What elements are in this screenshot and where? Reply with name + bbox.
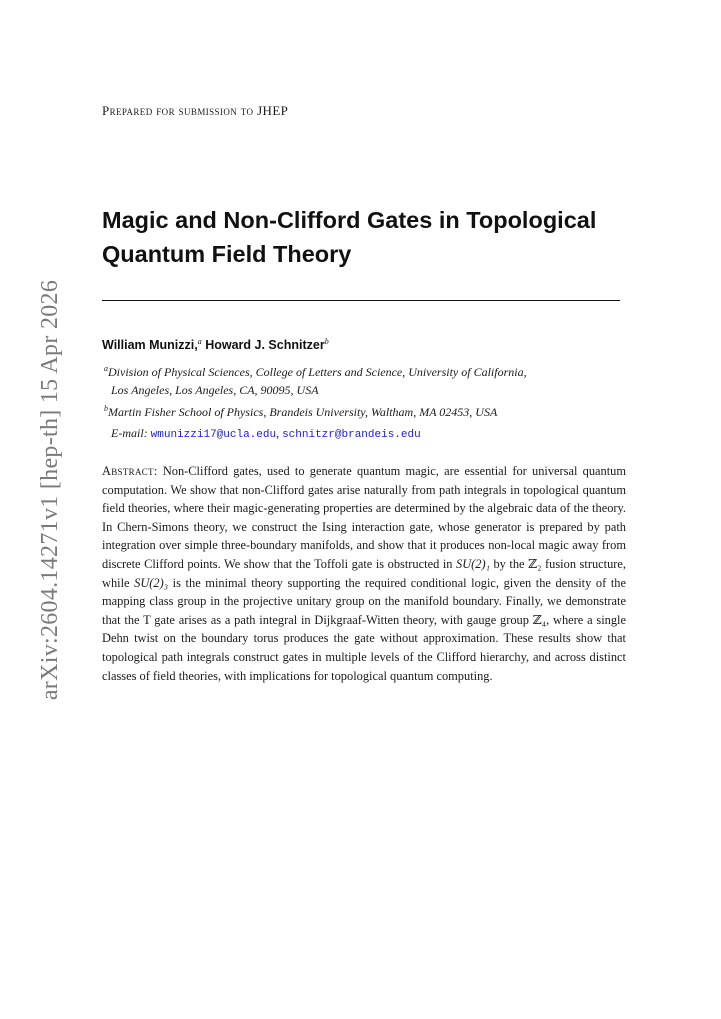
affiliation-mark: b	[104, 404, 108, 413]
title-line-1: Magic and Non-Clifford Gates in Topological	[102, 207, 597, 233]
paper-title	[102, 203, 662, 271]
math-su2-3: SU(2)₃	[134, 575, 169, 590]
abstract-text: fusion structure, while	[102, 556, 627, 590]
email-link-munizzi[interactable]: wmunizzi17@ucla.edu	[150, 429, 277, 441]
math-z2: ℤ₂	[528, 556, 542, 571]
email-line	[111, 426, 421, 441]
affiliation-line: Martin Fisher School of Physics, Brandeis University, Waltham, MA 02453, USA	[108, 405, 498, 419]
author-affil-mark: b	[324, 337, 329, 346]
author-affil-mark: a	[197, 337, 202, 346]
email-link-schnitzer[interactable]: schnitzr@brandeis.edu	[282, 429, 421, 441]
author-name: Howard J. Schnitzer	[205, 338, 325, 353]
author-list	[102, 337, 329, 352]
prepared-for-line: Prepared for submission to JHEP	[102, 103, 289, 118]
abstract-text: , where a single Dehn twist on the boundary torus produces the gate without approximation. These results show that topological path integrals construct gates in multiple levels of the Clifford hierarchy, and across distinct classes of field theories, with implications for topological quantum computing.	[102, 612, 626, 683]
author-name: William Munizzi,	[102, 338, 198, 353]
email-separator: ,	[276, 426, 283, 440]
math-z4: ℤ₄	[532, 612, 547, 627]
abstract	[102, 462, 626, 685]
math-su2-1: SU(2)₁	[456, 556, 490, 571]
arxiv-identifier-stamp: arXiv:2604.14271v1 [hep-th] 15 Apr 2026	[37, 279, 63, 701]
title-line-2: Quantum Field Theory	[102, 241, 352, 267]
abstract-text: Non-Clifford gates, used to generate quantum magic, are essential for universal quantum computation. We show that non-Clifford gates arise naturally from path integrals in topological quantum field theories, where their magic-generating properties are determined by the algebraic data of the theory. In Chern-Simons theory, we construct the Ising interaction gate, whose generator is prepared by path integration over simple three-boundary manifolds, and show that it produces non-local magic away from discrete Clifford points. We show that the Toffoli gate is obstructed in	[102, 464, 626, 571]
affiliation-line: Division of Physical Sciences, College of Letters and Science, University of California,	[108, 365, 527, 379]
abstract-text: by the	[489, 556, 529, 571]
affiliation-line: Los Angeles, Los Angeles, CA, 90095, USA	[111, 382, 319, 397]
abstract-heading: Abstract:	[102, 464, 158, 478]
email-label: E-mail:	[111, 426, 148, 440]
affiliation-b	[104, 400, 624, 422]
title-rule	[102, 300, 620, 301]
abstract-text: is the minimal theory supporting the required conditional logic, given the density of the mapping class group in the projective unitary group on the manifold boundary. Finally, we demonstrate that the T gate arises as a path integral in Dijkgraaf-Witten theory, with gauge group	[102, 575, 626, 627]
affiliation-mark: a	[104, 364, 108, 373]
affiliation-a	[104, 360, 624, 399]
